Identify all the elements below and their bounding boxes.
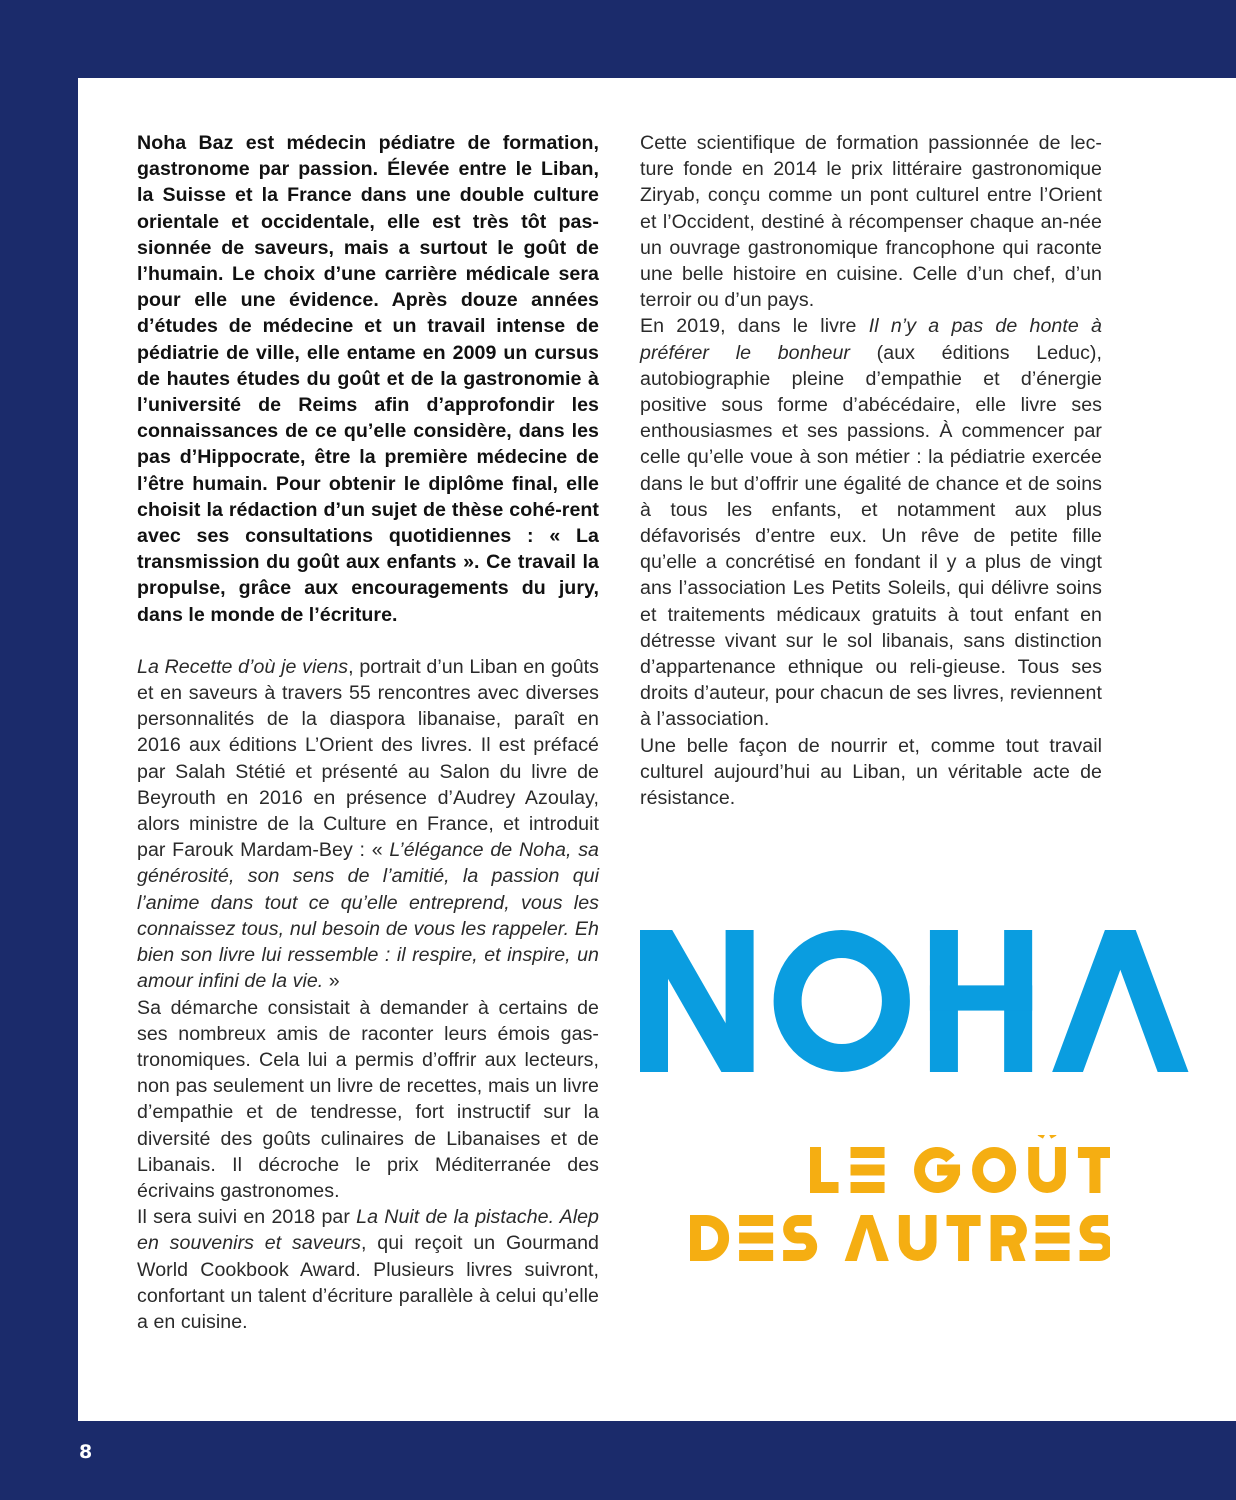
- intro-paragraph: Noha Baz est médecin pédiatre de formation, gastronome par passion. Élevée entre le Liban, la Suisse et la France dans une double culture orientale et occidentale, elle est très tôt pas-sionnée de saveurs, mais a surtout le goût de l’humain. Le choix d’une carrière médicale sera pour elle une évidence. Après douze années d’études de médecine et un travail intense de pédiatrie de ville, elle entame en 2009 un cursus de hautes études du goût et de la gastronomie à l’université de Reims afin d’approfondir les connaissances de ce qu’elle considère, dans les pas d’Hippocrate, être la première médecine de l’être humain. Pour obtenir le diplôme final, elle choisit la rédaction d’un sujet de thèse cohé-rent avec ses consultations quotidiennes : « La transmission du goût aux enfants ». Ce travail la propulse, grâce aux encouragements du jury, dans le monde de l’écriture.: [137, 132, 599, 626]
- recette-paragraph: [137, 654, 599, 995]
- title-letter: [996, 1221, 1025, 1262]
- title-letter: [1080, 1221, 1109, 1256]
- book-title: Il n’y a pas de honte à préférer le bonheur: [640, 315, 1103, 364]
- title-letter: [1052, 930, 1188, 1072]
- recette-text: , portrait d’un Liban en goûts et en saveurs à travers 55 rencontres avec diverses personnalités de la diaspora libanaise, paraît en 2016 aux éditions L’Orient des livres. Il est préfacé par Salah Stétié et présenté au Salon du livre de Beyrouth en 2016 en présence d’Audrey Azoulay, alors ministre de la Culture en France, et introduit par Farouk Mardam-Bey : «: [137, 655, 599, 862]
- title-letter: [783, 1221, 812, 1256]
- title-letter: [978, 1153, 1011, 1188]
- ziryab-paragraph: Cette scientifique de formation passionnée de lec-ture fonde en 2014 le prix littéraire gastronomique Ziryab, conçu comme un pont culturel entre l’Orient et l’Occident, destiné à récompenser chaque an-née un ouvrage gastronomique francophone qui raconte une belle histoire en cuisine. Celle d’un chef, d’un terroir ou d’un pays.: [640, 132, 1102, 312]
- title-letter: [696, 1221, 724, 1256]
- page-number: 8: [79, 1441, 93, 1463]
- left-column: [137, 130, 599, 1335]
- title-name-letters: [640, 930, 1188, 1072]
- subtitle-line2: [696, 1215, 1109, 1261]
- pistache-start: Il sera suivi en 2018 par: [137, 1206, 357, 1229]
- title-subtitle-glyphs: [690, 1135, 1110, 1265]
- title-letter: [1078, 1147, 1110, 1193]
- title-letter: [1034, 1135, 1061, 1188]
- title-name-glyphs: [640, 928, 1212, 1074]
- title-letter: [947, 1215, 981, 1261]
- book-title: La Recette d’où je viens: [137, 655, 349, 678]
- title-name: [640, 928, 1212, 1074]
- title-letter: [1036, 1215, 1070, 1261]
- title-letter: [640, 930, 754, 1072]
- title-letter: [930, 930, 1032, 1072]
- book-title: La Nuit de la pistache. Alep en souvenirs et saveurs: [137, 1206, 599, 1255]
- title-letter: [810, 1147, 839, 1193]
- title-letter: [904, 1215, 931, 1256]
- title-letter: [739, 1215, 773, 1261]
- bonheur-paragraph: [640, 313, 1102, 732]
- bonheur-text: (aux éditions Leduc), autobiographie pleine d’empathie et d’énergie positive sous forme d’abécédaire, elle livre ses enthousiasmes et ses passions. À commencer par celle qu’elle voue à son métier : la pédiatrie exercée dans le but d’offrir une égalité de chance et de soins à tous les enfants, et notamment aux plus défavorisés d’entre eux. Un rêve de petite fille qu’elle a concrétisé en fondant il y a plus de vingt ans l’association Les Petits Soleils, qui délivre soins et traitements médicaux gratuits à tout enfant en détresse vivant sur le sol libanais, sans distinction d’appartenance ethnique ou reli-gieuse. Tous ses droits d’auteur, pour chacun de ses livres, reviennent à l’association.: [640, 341, 1102, 731]
- title-letter: [920, 1153, 960, 1188]
- resistance-paragraph: Une belle façon de nourrir et, comme tout travail culturel aujourd’hui au Liban, un véritable acte de résistance.: [640, 734, 1102, 810]
- quote-end: »: [323, 970, 340, 993]
- title-letter: [851, 1147, 885, 1193]
- right-column: [640, 130, 1102, 811]
- quote-text: L’élégance de Noha, sa générosité, son sens de l’amitié, la passion qui l’anime dans tout ce qu’elle entreprend, vous les connaissez tous, nul besoin de vous les rappeler. Eh bien son livre lui ressemble : il respire, et inspire, un amour infini de la vie.: [137, 839, 599, 993]
- title-letter: [845, 1215, 889, 1261]
- pistache-paragraph: [137, 1204, 599, 1335]
- title-subtitle: [690, 1135, 1110, 1265]
- bonheur-start: En 2019, dans le livre: [640, 315, 869, 338]
- pistache-end: , qui reçoit un Gourmand World Cookbook Award. Plusieurs livres suivront, confortant un talent d’écriture parallèle à celui qu’elle a en cuisine.: [137, 1232, 599, 1333]
- subtitle-line1: [810, 1135, 1110, 1193]
- title-letter: [788, 944, 896, 1058]
- demarche-paragraph: Sa démarche consistait à demander à certains de ses nombreux amis de raconter leurs émois gas-tronomiques. Cela lui a permis d’offrir aux lecteurs, non pas seulement un livre de recettes, mais un livre d’empathie et de tendresse, fort instructif sur la diversité des goûts culinaires de Libanaises et de Libanais. Il décroche le prix Méditerranée des écrivains gastronomes.: [137, 996, 599, 1202]
